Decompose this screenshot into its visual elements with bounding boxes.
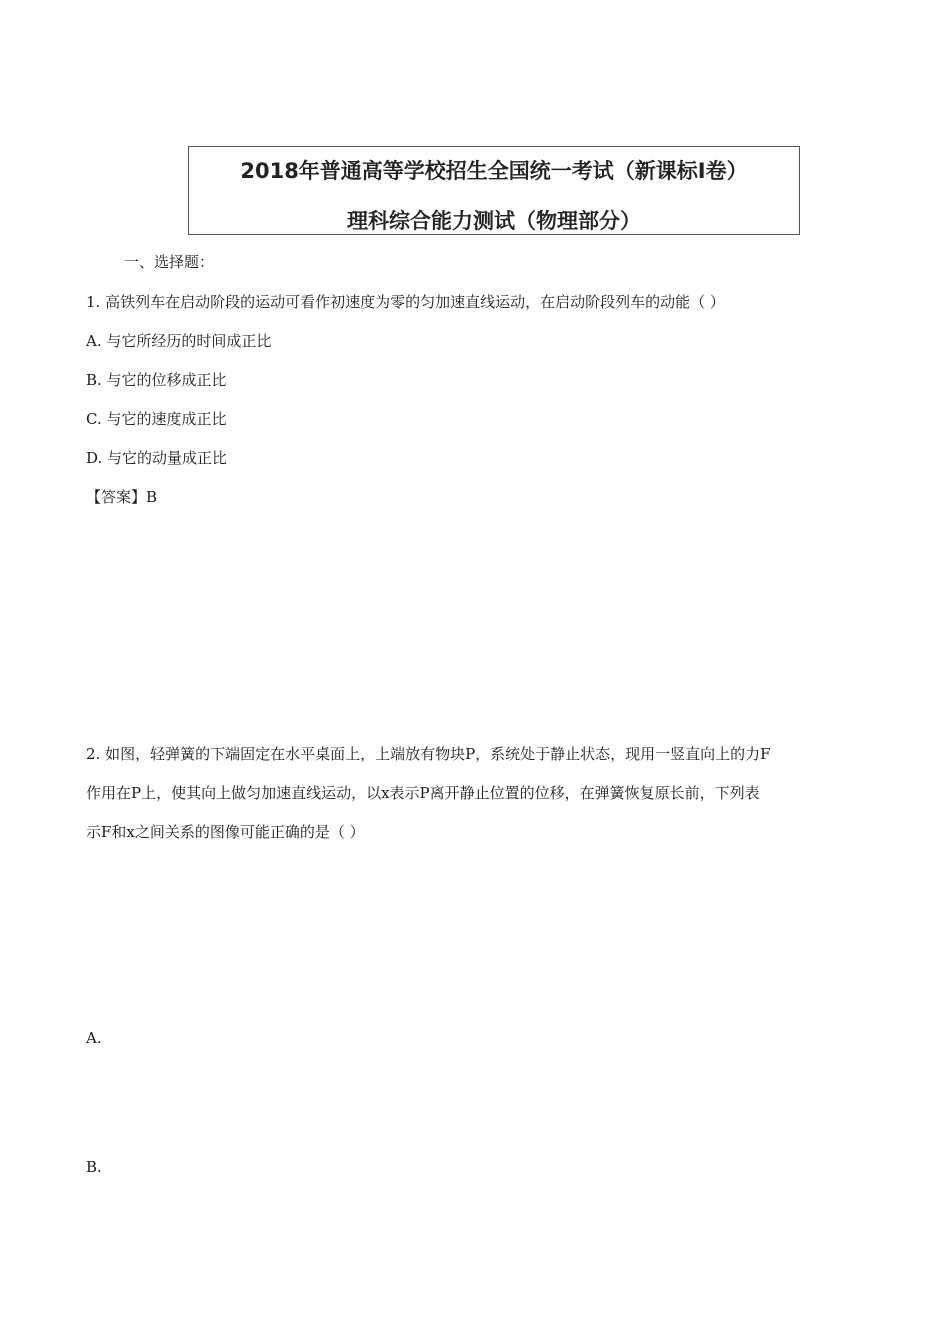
question-1-option-a: A. 与它所经历的时间成正比 xyxy=(86,332,272,350)
question-1-option-c: C. 与它的速度成正比 xyxy=(86,410,227,428)
question-2-stem-line: 示F和x之间关系的图像可能正确的是（ ） xyxy=(86,823,365,841)
question-2-stem-line: 2. 如图，轻弹簧的下端固定在水平桌面上，上端放有物块P，系统处于静止状态，现用一竖直向上的力F xyxy=(86,745,771,763)
question-1-stem: 1. 高铁列车在启动阶段的运动可看作初速度为零的匀加速直线运动，在启动阶段列车的动能（ ） xyxy=(86,293,725,311)
exam-title-box xyxy=(188,146,800,235)
question-1-option-b: B. 与它的位移成正比 xyxy=(86,371,227,389)
question-2-stem-line: 作用在P上，使其向上做匀加速直线运动，以x表示P离开静止位置的位移，在弹簧恢复原长前，下列表 xyxy=(86,784,760,802)
exam-title: 2018年普通高等学校招生全国统一考试（新课标Ⅰ卷） xyxy=(240,159,748,183)
question-2-stem xyxy=(86,735,862,852)
question-1-option-d: D. 与它的动量成正比 xyxy=(86,449,228,467)
section-heading: 一、选择题： xyxy=(124,253,215,271)
question-1-answer: 【答案】B xyxy=(86,488,158,506)
exam-subtitle: 理科综合能力测试（物理部分） xyxy=(347,209,641,233)
question-2-option-a: A. xyxy=(86,1029,102,1047)
question-2-option-b: B. xyxy=(86,1158,102,1176)
